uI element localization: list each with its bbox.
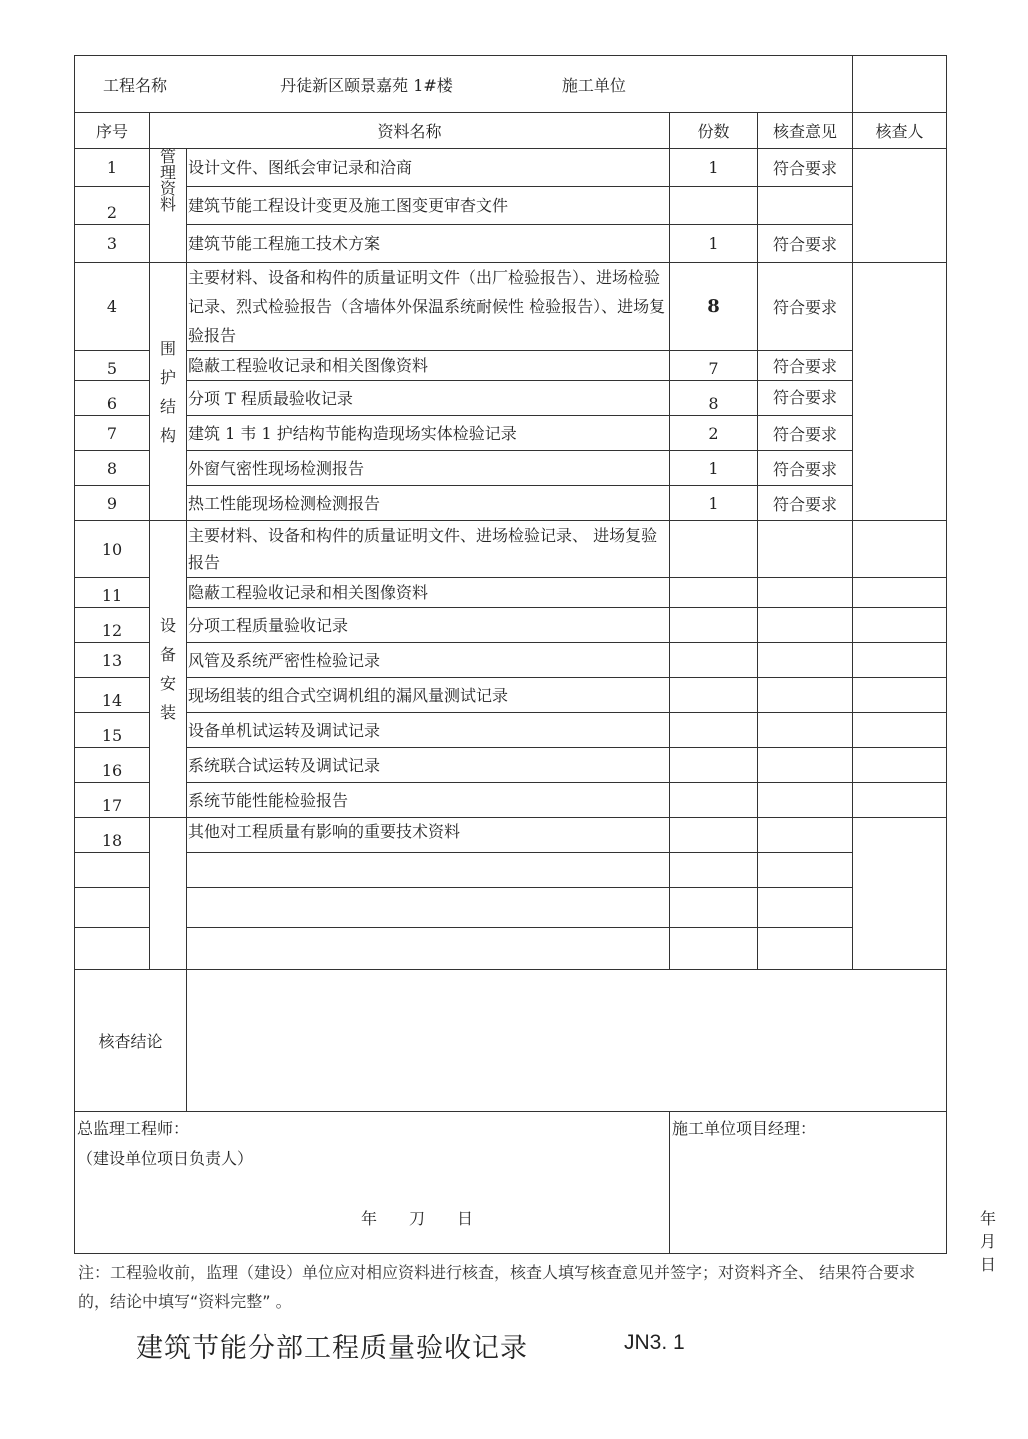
empty-cell <box>187 853 670 888</box>
conclusion-row <box>75 970 947 1112</box>
checker-cell <box>853 149 947 263</box>
column-header-row <box>75 113 947 149</box>
empty-cell <box>187 928 670 970</box>
category-other <box>150 818 187 970</box>
supervisor-sub-label: （建设单位项日负责人） <box>77 1149 254 1168</box>
col-name-header: 资料名称 <box>150 113 670 149</box>
table-row <box>75 643 947 678</box>
checker-cell <box>853 578 947 608</box>
opinion-cell: 符合要求 <box>758 263 853 351</box>
checker-cell <box>853 818 947 970</box>
table-row <box>75 351 947 381</box>
empty-cell <box>670 928 758 970</box>
name-cell: 设计文件、图纸会审记录和洽商 <box>187 149 670 187</box>
name-cell: 热工性能现场检测检测报告 <box>187 486 670 521</box>
supervisor-signature-cell <box>75 1112 670 1254</box>
seq-cell: 17 <box>75 783 150 818</box>
copies-cell: 1 <box>670 225 758 263</box>
table-row <box>75 416 947 451</box>
empty-cell <box>75 888 150 928</box>
copies-cell <box>670 818 758 853</box>
seq-cell: 4 <box>75 263 150 351</box>
table-row <box>75 578 947 608</box>
name-cell: 隐蔽工程验收记录和相关图像资料 <box>187 351 670 381</box>
name-cell: 分项 T 程质最验收记录 <box>187 381 670 416</box>
name-cell: 风管及系统严密性检验记录 <box>187 643 670 678</box>
opinion-cell <box>758 187 853 225</box>
checker-cell <box>853 521 947 578</box>
copies-cell <box>670 678 758 713</box>
name-cell: 主要材料、设备和构件的质量证明文件（出厂检验报告）、进场检验记录、烈式检验报告（含墙体外保温系统耐候性 检验报告）、进场复验报告 <box>187 263 670 351</box>
table-row <box>75 149 947 187</box>
empty-cell <box>670 888 758 928</box>
copies-cell <box>670 521 758 578</box>
opinion-cell: 符合要求 <box>758 225 853 263</box>
seq-cell: 9 <box>75 486 150 521</box>
project-name-label: 工程名称 <box>103 75 168 95</box>
opinion-cell <box>758 578 853 608</box>
opinion-cell <box>758 521 853 578</box>
copies-cell: 1 <box>670 486 758 521</box>
opinion-cell: 符合要求 <box>758 149 853 187</box>
project-name-value: 丹徒新区颐景嘉苑 1#楼 <box>280 75 453 95</box>
table-row <box>75 783 947 818</box>
note-text: 注：工程验收前，监理（建设）单位应对相应资料进行核査，核査人填写核査意见并签字；对资料齐全、 结果符合要求的，结论中填写“资料完整” 。 <box>78 1263 916 1311</box>
copies-cell <box>670 643 758 678</box>
name-cell: 分项工程质量验收记录 <box>187 608 670 643</box>
conclusion-label: 核杳结论 <box>75 970 187 1112</box>
empty-cell <box>75 853 150 888</box>
opinion-cell <box>758 643 853 678</box>
opinion-cell: 符合要求 <box>758 351 853 381</box>
name-cell: 外窗气密性现场检测报告 <box>187 451 670 486</box>
seq-cell: 1 <box>75 149 150 187</box>
opinion-cell: 符合要求 <box>758 451 853 486</box>
copies-cell <box>670 608 758 643</box>
seq-cell: 15 <box>75 713 150 748</box>
table-row <box>75 608 947 643</box>
table-row-empty <box>75 888 947 928</box>
table-row <box>75 713 947 748</box>
opinion-cell <box>758 608 853 643</box>
checker-cell <box>853 643 947 678</box>
copies-cell: 2 <box>670 416 758 451</box>
opinion-cell <box>758 713 853 748</box>
seq-cell: 16 <box>75 748 150 783</box>
empty-cell <box>187 888 670 928</box>
name-cell: 系统联合试运转及调试记录 <box>187 748 670 783</box>
empty-cell <box>758 888 853 928</box>
copies-cell <box>670 578 758 608</box>
checker-cell <box>853 263 947 521</box>
table-row <box>75 486 947 521</box>
conclusion-value <box>187 970 947 1112</box>
category-equipment: 设备安装 <box>150 521 187 818</box>
col-copies-header: 份数 <box>670 113 758 149</box>
checker-cell <box>853 748 947 783</box>
col-seq-header: 序号 <box>75 113 150 149</box>
copies-cell: 1 <box>670 451 758 486</box>
opinion-cell <box>758 818 853 853</box>
table-row-empty <box>75 853 947 888</box>
supervisor-date: 年 刀 日 <box>361 1209 474 1228</box>
copies-cell <box>670 783 758 818</box>
name-cell: 建筑节能工程施工技术方案 <box>187 225 670 263</box>
col-opinion-header: 核查意见 <box>758 113 853 149</box>
copies-cell: 8 <box>670 381 758 416</box>
name-cell: 主要材料、设备和构件的质量证明文件、进场检验记录、 进场复验报告 <box>187 521 670 578</box>
table-row-empty <box>75 928 947 970</box>
opinion-cell: 符合要求 <box>758 381 853 416</box>
category-management: 管理资料 <box>150 149 187 263</box>
checker-cell <box>853 783 947 818</box>
seq-cell: 7 <box>75 416 150 451</box>
contractor-value <box>853 56 947 113</box>
table-row <box>75 225 947 263</box>
opinion-cell <box>758 678 853 713</box>
seq-cell: 12 <box>75 608 150 643</box>
copies-cell <box>670 713 758 748</box>
copies-cell: 1 <box>670 149 758 187</box>
signature-row <box>75 1112 947 1254</box>
name-cell: 现场组装的组合式空调机组的漏风量测试记录 <box>187 678 670 713</box>
col-checker-header: 核查人 <box>853 113 947 149</box>
contractor-label: 施工单位 <box>561 75 626 95</box>
opinion-cell: 符合要求 <box>758 416 853 451</box>
name-cell: 隐蔽工程验收记录和相关图像资料 <box>187 578 670 608</box>
empty-cell <box>758 853 853 888</box>
name-cell: 建筑节能工程设计变更及施工图变更审杳文件 <box>187 187 670 225</box>
table-row <box>75 187 947 225</box>
seq-cell: 14 <box>75 678 150 713</box>
empty-cell <box>75 928 150 970</box>
inspection-table <box>74 55 1028 1274</box>
copies-cell <box>670 748 758 783</box>
table-row <box>75 818 947 853</box>
seq-cell: 2 <box>75 187 150 225</box>
table-row <box>75 748 947 783</box>
project-info-cell <box>75 56 853 113</box>
opinion-cell: 符合要求 <box>758 486 853 521</box>
copies-cell: 7 <box>670 351 758 381</box>
empty-cell <box>758 928 853 970</box>
table-row <box>75 451 947 486</box>
manager-signature-cell <box>670 1112 1028 1274</box>
name-cell: 系统节能性能检验报告 <box>187 783 670 818</box>
copies-cell <box>670 187 758 225</box>
seq-cell: 18 <box>75 818 150 853</box>
seq-cell: 11 <box>75 578 150 608</box>
supervisor-label: 总监理工程师： <box>77 1119 190 1138</box>
table-row <box>75 263 947 351</box>
name-cell: 建筑 1 韦 1 护结构节能构造现场实体检验记录 <box>187 416 670 451</box>
checker-cell <box>853 608 947 643</box>
manager-date: 年 月 日 <box>980 1209 1028 1274</box>
category-envelope: 围护结构 <box>150 263 187 521</box>
document-title: 建筑节能分部工程质量验收记录 <box>136 1333 528 1364</box>
opinion-cell <box>758 748 853 783</box>
seq-cell: 5 <box>75 351 150 381</box>
table-row <box>75 521 947 578</box>
opinion-cell <box>758 783 853 818</box>
manager-label: 施工单位项目经理： <box>672 1119 817 1138</box>
header-row <box>75 56 947 113</box>
copies-cell: 8 <box>670 263 758 351</box>
seq-cell: 13 <box>75 643 150 678</box>
name-cell: 其他对工程质量有影响的重要技术资料 <box>187 818 670 853</box>
seq-cell: 6 <box>75 381 150 416</box>
name-cell: 设备单机试运转及调试记录 <box>187 713 670 748</box>
seq-cell: 3 <box>75 225 150 263</box>
document-code: JN3. 1 <box>624 1331 685 1354</box>
seq-cell: 8 <box>75 451 150 486</box>
table-row <box>75 678 947 713</box>
seq-cell: 10 <box>75 521 150 578</box>
empty-cell <box>670 853 758 888</box>
checker-cell <box>853 713 947 748</box>
checker-cell <box>853 678 947 713</box>
table-row <box>75 381 947 416</box>
